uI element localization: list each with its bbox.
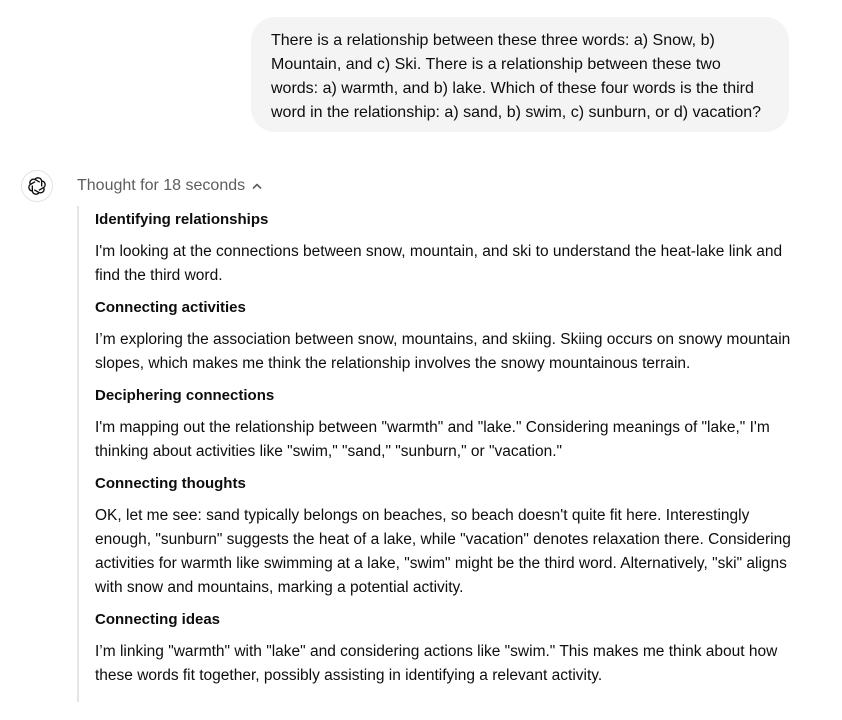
section-text: OK, let me see: sand typically belongs on beaches, so beach doesn't quite fit here. Interestingly enough, "sunburn" suggests the heat of a lake, while "vacation" denotes relaxation there. Considering activities for warmth like swimming at a lake, "swim" might be the third word. Alternatively, "ski" aligns with snow and mountains, marking a potential activity. [95, 507, 791, 596]
thought-panel [77, 206, 797, 702]
section-text: I’m exploring the association between snow, mountains, and skiing. Skiing occurs on snowy mountain slopes, which makes me think the relationship involves the snowy mountainous terrain. [95, 331, 791, 372]
thought-section [95, 472, 797, 600]
chevron-up-icon [251, 180, 263, 192]
section-title: Connecting activities [95, 299, 246, 316]
thought-toggle-label: Thought for 18 seconds [77, 177, 246, 194]
user-message-text: There is a relationship between these three words: a) Snow, b) Mountain, and c) Ski. There is a relationship between these two words: a) warmth, and b) lake. Which of these four words is the third word in the relationship: a) sand, b) swim, c) sunburn, or d) vacation? [271, 32, 762, 121]
openai-logo-icon [21, 170, 53, 202]
section-title: Identifying relationships [95, 211, 269, 228]
section-text: I’m linking "warmth" with "lake" and considering actions like "swim." This makes me think about how these words fit together, possibly assisting in identifying a relevant activity. [95, 643, 778, 684]
user-message-bubble [251, 17, 789, 132]
section-text: I'm looking at the connections between snow, mountain, and ski to understand the heat-lake link and find the third word. [95, 243, 783, 284]
section-title: Deciphering connections [95, 387, 275, 404]
thought-section [95, 296, 797, 376]
thought-toggle-button[interactable] [77, 176, 263, 196]
section-text: I'm mapping out the relationship between "warmth" and "lake." Considering meanings of "lake," I'm thinking about activities like "swim," "sand," "sunburn," or "vacation." [95, 419, 770, 460]
section-title: Connecting thoughts [95, 475, 246, 492]
thought-section [95, 384, 797, 464]
thought-section [95, 608, 797, 688]
section-title: Connecting ideas [95, 611, 221, 628]
thought-section [95, 208, 797, 288]
